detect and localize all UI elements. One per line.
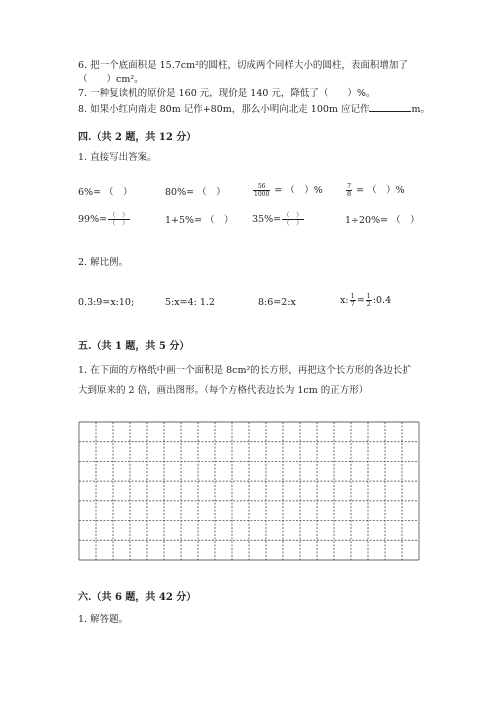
fraction-56-1000: $\frac{56}{1000}$ [254,183,270,198]
calc-1-plus-5pct: 1+5%= （ ） [165,215,234,226]
square-grid-paper[interactable] [78,421,420,561]
q8 [78,102,430,116]
proportion-4 [340,293,391,308]
calc-56-tail: = （ ）% [274,185,323,196]
section5-q1-line1: 1. 在下面的方格纸中画一个面积是 8cm²的长方形，再把这个长方形的各边长扩 [78,365,412,376]
q6-line2: （ ）cm²。 [78,74,144,85]
q8-unit: m。 [411,104,430,115]
calc-1-div-20pct: 1÷20%= （ ） [345,215,420,226]
proportion-4-eq: = [356,295,365,306]
proportion-3: 8:6=2:x [258,297,296,308]
q8-answer-blank[interactable] [369,102,411,112]
section4-heading: 四.（共 2 题，共 12 分） [78,132,197,143]
calc-7-8-tail: = （ ）% [356,185,405,196]
calc-99pct-lead: 99%= [78,214,108,225]
calc-35pct [252,212,305,227]
fraction-1-7: $\frac{1}{7}$ [350,292,355,308]
q8-text: 8. 如果小红向南走 80m 记作+80m，那么小明向北走 100m 应记作 [78,104,370,115]
section6-heading: 六.（共 6 题，共 42 分） [78,592,197,603]
q7: 7. 一种复读机的原价是 160 元，现价是 140 元，降低了（ ）%。 [78,88,376,99]
section4-q2-title: 2. 解比例。 [78,257,129,268]
section6-q1-title: 1. 解答题。 [78,614,129,625]
section5-heading: 五.（共 1 题，共 5 分） [78,341,190,352]
fraction-blank-35: $\frac{( )}{( )}$ [283,211,303,227]
proportion-1: 0.3:9=x:10; [78,297,135,308]
calc-56-over-1000 [252,183,323,198]
calc-35pct-lead: 35%= [252,214,282,225]
calc-80pct: 80%= （ ） [165,187,226,198]
fraction-7-8: $\frac{7}{8}$ [347,182,352,198]
calc-7-over-8 [345,183,405,198]
proportion-4-lead: x: [340,295,349,306]
calc-99pct [78,212,131,227]
calc-6pct: 6%= （ ） [78,187,133,198]
section5-q1-line2: 大到原来的 2 倍，画出图形。（每个方格代表边长为 1cm 的正方形） [78,385,369,396]
proportion-2: 5:x=4: 1.2 [165,297,215,308]
q6-line1: 6. 把一个底面积是 15.7cm²的圆柱，切成两个同样大小的圆柱，表面积增加了 [78,60,408,71]
proportion-4-tail: :0.4 [372,295,392,306]
fraction-1-2: $\frac{1}{2}$ [366,292,371,308]
fraction-blank-99: $\frac{( )}{( )}$ [109,211,129,227]
section4-q1-title: 1. 直接写出答案。 [78,152,157,163]
